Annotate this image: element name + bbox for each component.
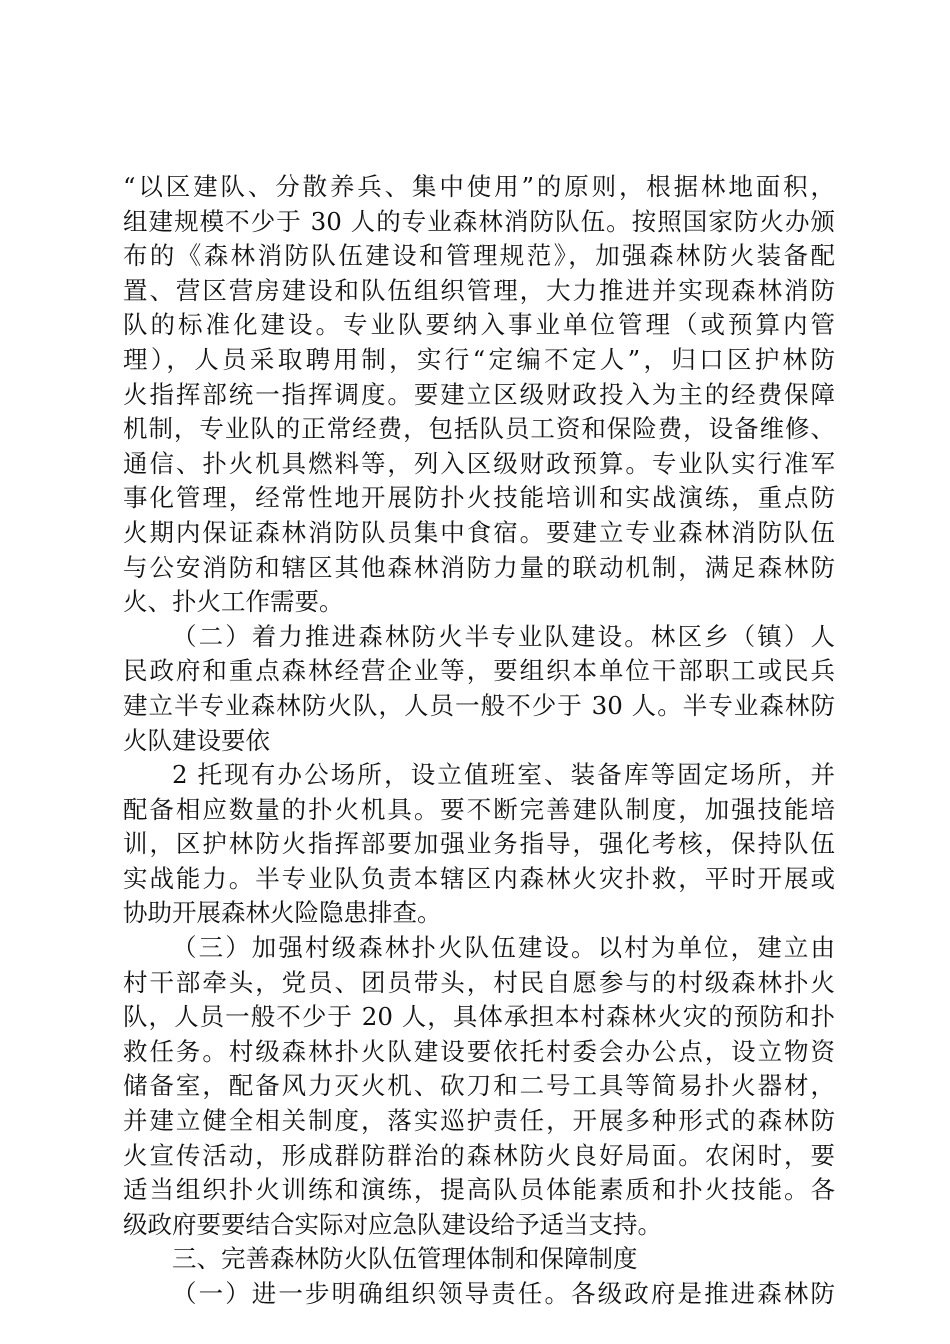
text-line: 火宣传活动，形成群防群治的森林防火良好局面。农闲时，要 — [123, 1140, 835, 1170]
text-line: 与公安消防和辖区其他森林消防力量的联动机制，满足森林防 — [123, 552, 835, 582]
text-line: 通信、扑火机具燃料等，列入区级财政预算。专业队实行准军 — [123, 448, 835, 478]
text-line: 训，区护林防火指挥部要加强业务指导，强化考核，保持队伍 — [123, 829, 835, 859]
text-line: 级政府要要结合实际对应急队建设给予适当支持。 — [123, 1209, 662, 1239]
text-line: 火、扑火工作需要。 — [123, 587, 344, 617]
text-line: 置、营区营房建设和队伍组织管理，大力推进并实现森林消防 — [123, 275, 835, 305]
text-line: 火队建设要依 — [123, 725, 270, 755]
text-line: 并建立健全相关制度，落实巡护责任，开展多种形式的森林防 — [123, 1106, 835, 1136]
text-line: 火指挥部统一指挥调度。要建立区级财政投入为主的经费保障 — [123, 379, 835, 409]
text-line: 组建规模不少于 30 人的专业森林消防队伍。按照国家防火办颁 — [123, 206, 835, 236]
text-line: 机制，专业队的正常经费，包括队员工资和保险费，设备维修、 — [123, 414, 835, 444]
text-line: 布的《森林消防队伍建设和管理规范》，加强森林防火装备配 — [123, 241, 835, 271]
text-line: 适当组织扑火训练和演练，提高队员体能素质和扑火技能。各 — [123, 1175, 835, 1205]
text-line: 储备室，配备风力灭火机、砍刀和二号工具等简易扑火器材， — [123, 1071, 835, 1101]
section-heading-2: （二）着力推进森林防火半专业队建设。林区乡（镇）人 — [172, 621, 835, 651]
text-line: 事化管理，经常性地开展防扑火技能培训和实战演练，重点防 — [123, 483, 835, 513]
text-line: 火期内保证森林消防队员集中食宿。要建立专业森林消防队伍 — [123, 517, 835, 547]
text-line: 理），人员采取聘用制，实行“定编不定人”，归口区护林防 — [123, 344, 835, 374]
chapter-heading: 三、完善森林防火队伍管理体制和保障制度 — [172, 1244, 638, 1274]
text-line: 救任务。村级森林扑火队建设要依托村委会办公点，设立物资 — [123, 1036, 835, 1066]
text-line: “以区建队、分散养兵、集中使用”的原则，根据林地面积， — [123, 172, 835, 201]
text-line: 民政府和重点森林经营企业等，要组织本单位干部职工或民兵 — [123, 656, 835, 686]
text-line: 建立半专业森林防火队，人员一般不少于 30 人。半专业森林防 — [123, 690, 835, 720]
section-heading-1: （一）进一步明确组织领导责任。各级政府是推进森林防 — [172, 1279, 835, 1308]
text-line: 协助开展森林火险隐患排查。 — [123, 898, 442, 928]
text-line: 实战能力。半专业队负责本辖区内森林火灾扑救，平时开展或 — [123, 863, 835, 893]
text-line: 配备相应数量的扑火机具。要不断完善建队制度，加强技能培 — [123, 794, 835, 824]
text-line: 村干部牵头，党员、团员带头，村民自愿参与的村级森林扑火 — [123, 967, 835, 997]
text-line: 队的标准化建设。专业队要纳入事业单位管理（或预算内管 — [123, 310, 835, 340]
section-heading-3: （三）加强村级森林扑火队伍建设。以村为单位，建立由 — [172, 933, 835, 963]
document-body — [123, 170, 835, 1312]
text-line: 2 托现有办公场所，设立值班室、装备库等固定场所，并 — [172, 760, 835, 790]
text-line: 队，人员一般不少于 20 人，具体承担本村森林火灾的预防和扑 — [123, 1002, 835, 1032]
